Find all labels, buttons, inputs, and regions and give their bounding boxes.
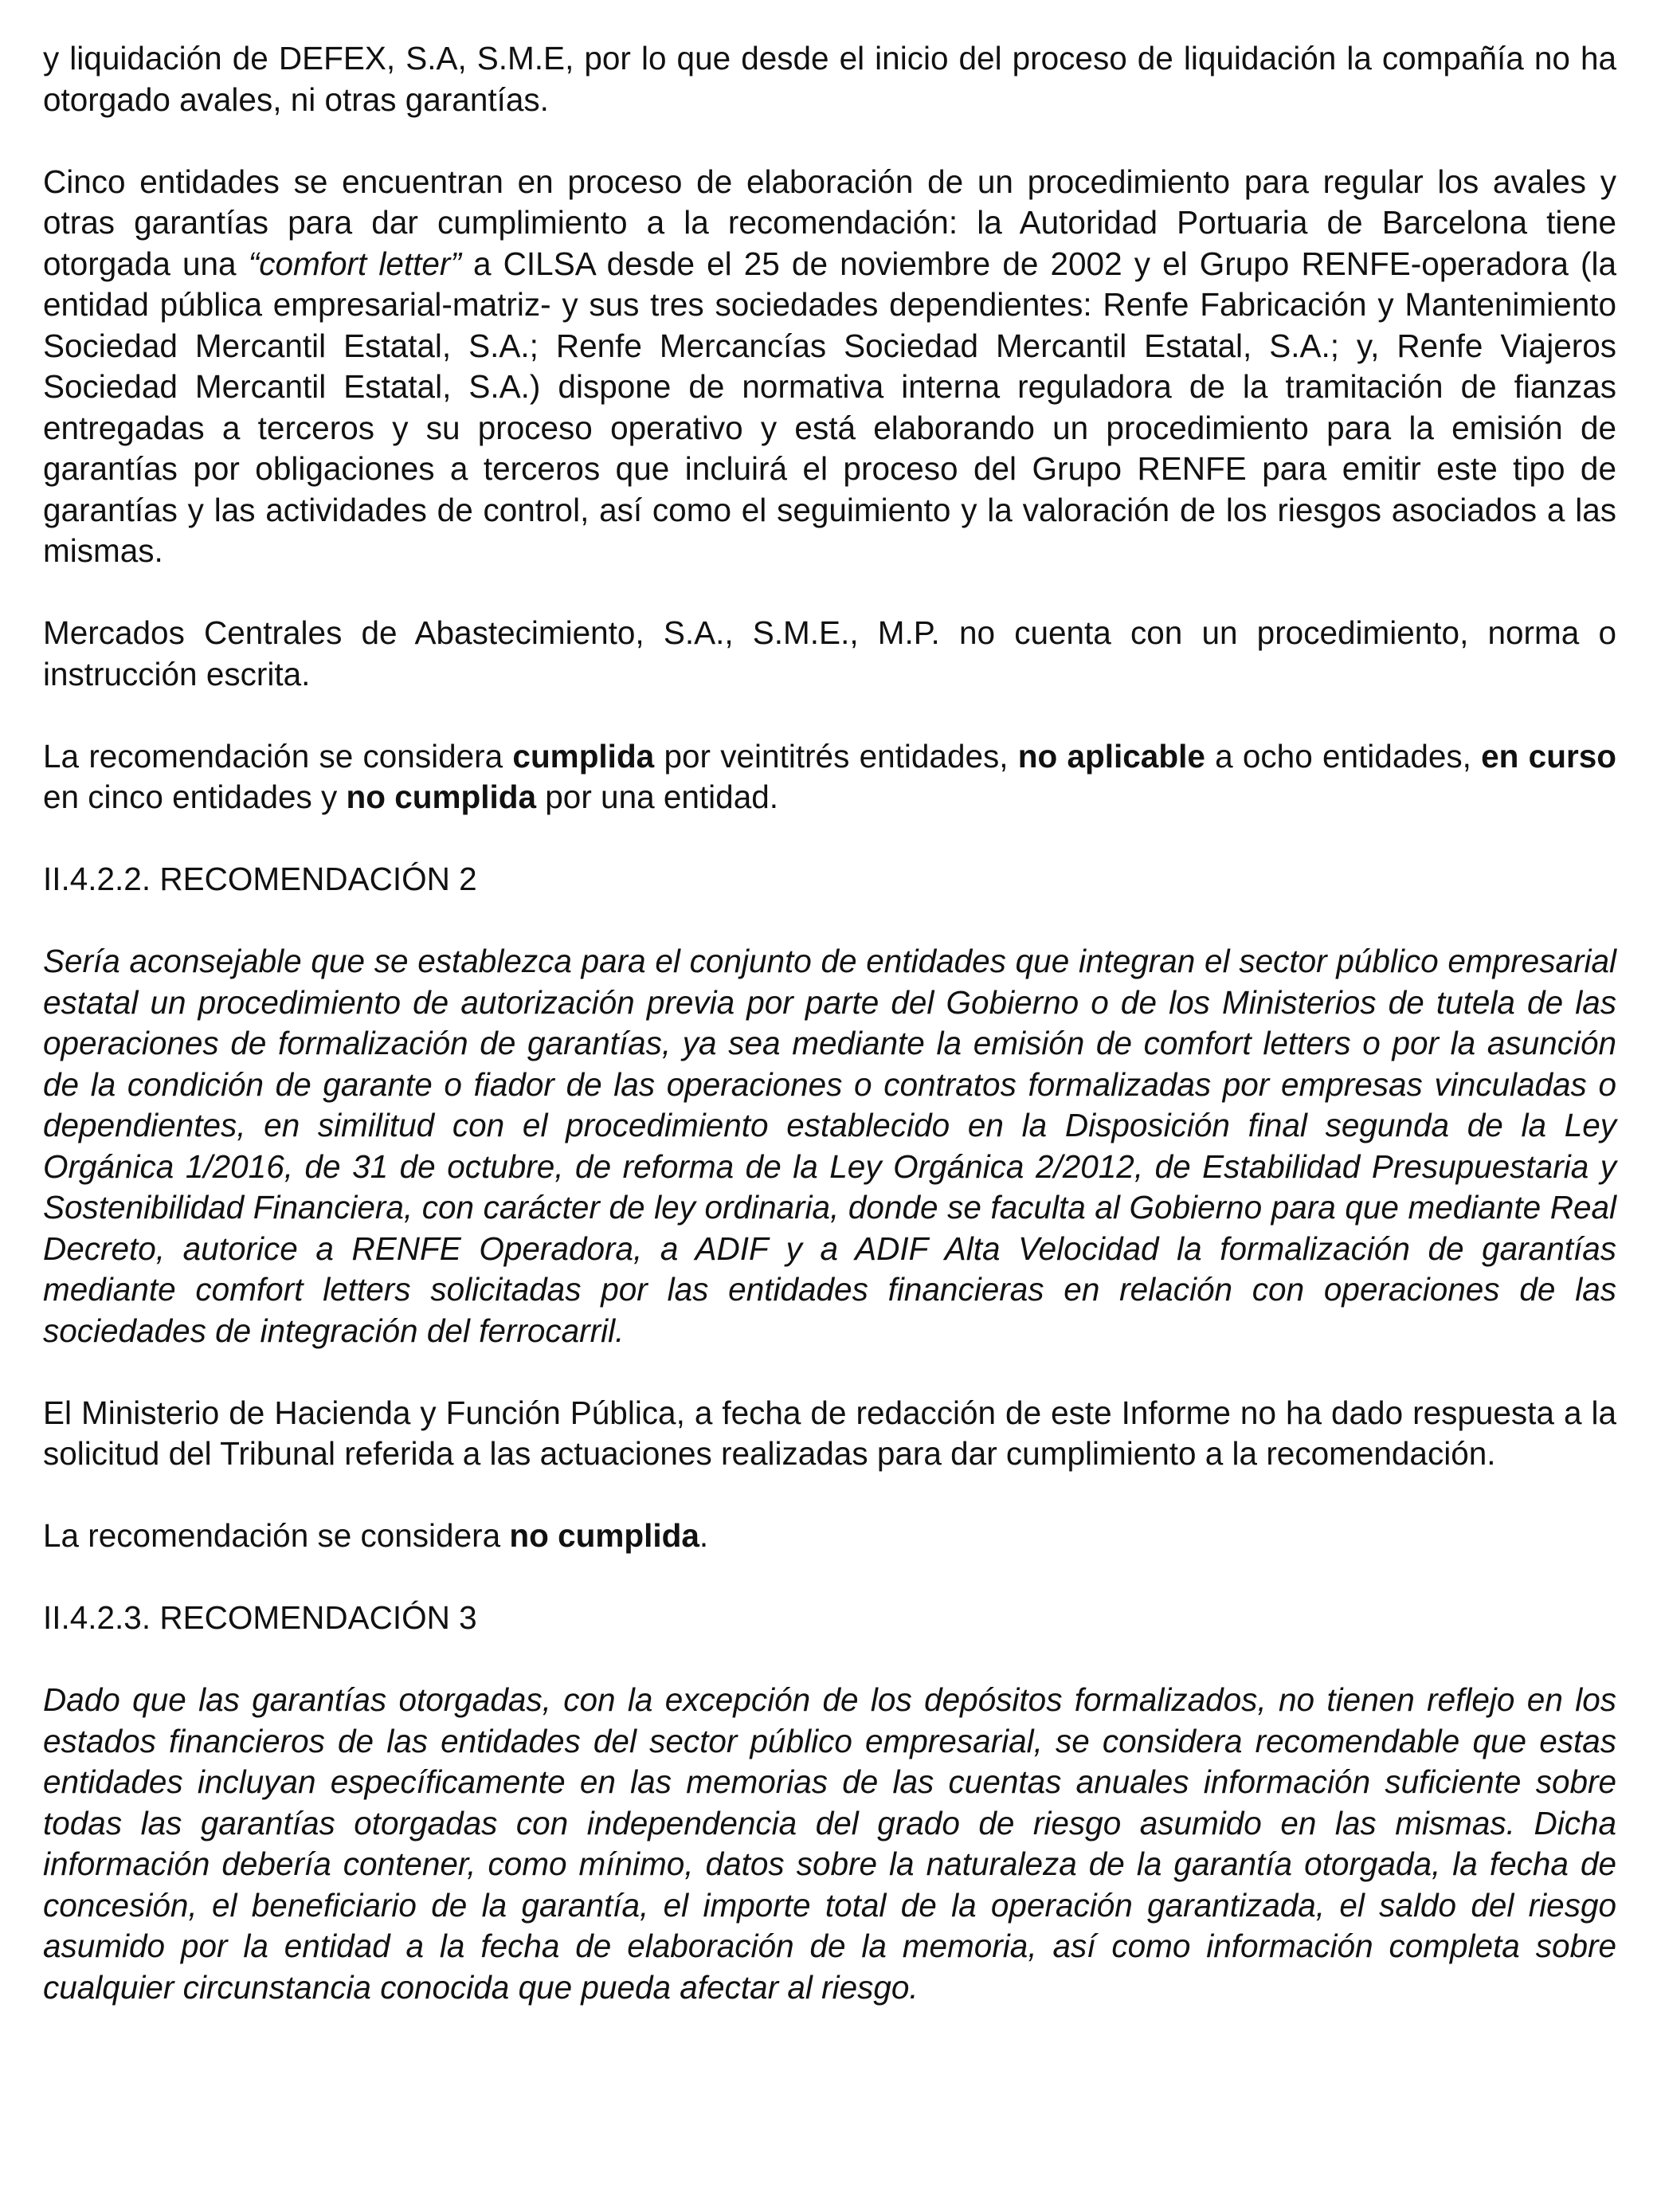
paragraph-cinco-entidades [43, 162, 1616, 572]
paragraph-cinco-part2: a CILSA desde el 25 de noviembre de 2002 y el Grupo RENFE-operadora (la entidad pública empresarial-matriz- y sus tres sociedades dependientes: Renfe Fabricación y Mantenimiento Sociedad Mercantil Estatal, S.A.; Renfe Mercancías Sociedad Mercantil Estatal, S.A.; y, Renfe Viajeros Sociedad Mercantil Estatal, S.A.) dispone de normativa interna reguladora de la tramitación de fianzas entregadas a terceros y su proceso operativo y está elaborando un procedimiento para la emisión de garantías por obligaciones a terceros que incluirá el proceso del Grupo RENFE para emitir este tipo de garantías y las actividades de control, así como el seguimiento y la valoración de los riesgos asociados a las mismas. [43, 245, 1616, 569]
recommendation-3-text: Dado que las garantías otorgadas, con la excepción de los depósitos formalizados, no tienen reflejo en los estados financieros de las entidades del sector público empresarial, se considera recomendable que estas entidades incluyan específicamente en las memorias de las cuentas anuales información suficiente sobre todas las garantías otorgadas con independencia del grado de riesgo asumido en las mismas. Dicha información debería contener, como mínimo, datos sobre la naturaleza de la garantía otorgada, la fecha de concesión, el beneficiario de la garantía, el importe total de la operación garantizada, el saldo del riesgo asumido por la entidad a la fecha de elaboración de la memoria, así como información completa sobre cualquier circunstancia conocida que pueda afectar al riesgo. [43, 1681, 1616, 2006]
conclusion-text: . [699, 1517, 709, 1554]
conclusion-text: La recomendación se considera [43, 1517, 510, 1554]
comfort-letter-emphasis: “comfort letter” [248, 245, 461, 282]
conclusion-text: La recomendación se considera [43, 737, 513, 775]
paragraph-cinco-part1: Cinco entidades se encuentran en proceso de elaboración de un procedimiento para regular los avales y otras garantías para dar cumplimiento a la recomendación: la Autoridad Portuaria de Barcelona tiene otorgada una [43, 163, 1616, 282]
document-page [43, 38, 1616, 2049]
recommendation-2-text: Sería aconsejable que se establezca para el conjunto de entidades que integran el sector público empresarial estatal un procedimiento de autorización previa por parte del Gobierno o de los Ministerios de tutela de las operaciones de formalización de garantías, ya sea mediante la emisión de comfort letters o por la asunción de la condición de garante o fiador de las operaciones o contratos formalizadas por empresas vinculadas o dependientes, en similitud con el procedimiento establecido en la Disposición final segunda de la Ley Orgánica 1/2016, de 31 de octubre, de reforma de la Ley Orgánica 2/2012, de Estabilidad Presupuestaria y Sostenibilidad Financiera, con carácter de ley ordinaria, donde se faculta al Gobierno para que mediante Real Decreto, autorice a RENFE Operadora, a ADIF y a ADIF Alta Velocidad la formalización de garantías mediante comfort letters solicitadas por las entidades financieras en relación con operaciones de las sociedades de integración del ferrocarril. [43, 943, 1616, 1349]
status-no-cumplida: no cumplida [346, 779, 537, 815]
paragraph-ministerio: El Ministerio de Hacienda y Función Pública, a fecha de redacción de este Informe no ha dado respuesta a la solicitud del Tribunal referida a las actuaciones realizadas para dar cumplimiento a la recomendación. [43, 1394, 1616, 1472]
paragraph-mercados: Mercados Centrales de Abastecimiento, S.A., S.M.E., M.P. no cuenta con un procedimiento, norma o instrucción escrita. [43, 614, 1616, 692]
status-cumplida: cumplida [512, 737, 655, 775]
conclusion-text: por veintitrés entidades, [654, 737, 1018, 775]
conclusion-text: a ocho entidades, [1205, 737, 1482, 775]
conclusion-text: en cinco entidades y [43, 779, 347, 815]
paragraph-conclusion-rec2 [43, 1516, 1616, 1557]
section-heading-rec3: II.4.2.3. RECOMENDACIÓN 3 [43, 1599, 477, 1636]
conclusion-text: por una entidad. [536, 779, 779, 815]
status-en-curso: en curso [1481, 737, 1616, 775]
status-no-aplicable: no aplicable [1017, 737, 1205, 775]
section-heading-rec2: II.4.2.2. RECOMENDACIÓN 2 [43, 861, 477, 897]
paragraph-conclusion-rec1 [43, 736, 1616, 818]
paragraph-defex: y liquidación de DEFEX, S.A, S.M.E, por lo que desde el inicio del proceso de liquidación la compañía no ha otorgado avales, ni otras garantías. [43, 40, 1616, 118]
status-no-cumplida: no cumplida [509, 1517, 699, 1554]
